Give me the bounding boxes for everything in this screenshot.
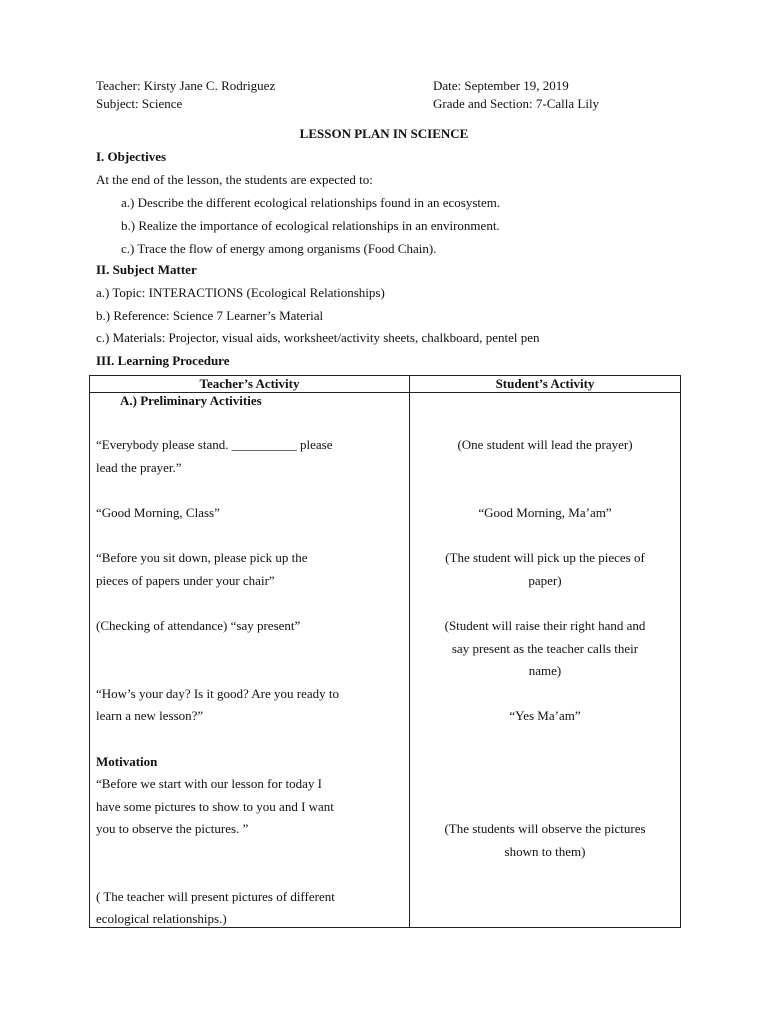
teacher-line: “Good Morning, Class” [96, 505, 220, 520]
objectives-heading: I. Objectives [96, 149, 167, 164]
procedure-heading: III. Learning Procedure [96, 353, 230, 368]
teacher-line: pieces of papers under your chair” [96, 573, 275, 588]
student-line: name) [528, 663, 562, 678]
grade-section: Grade and Section: 7-Calla Lily [433, 96, 600, 111]
teacher-line: “Before you sit down, please pick up the [96, 550, 308, 565]
teacher-line: “Before we start with our lesson for today I [96, 776, 322, 791]
teacher-line: “Everybody please stand. __________ please [96, 437, 333, 452]
teacher-line: you to observe the pictures. ” [96, 821, 249, 836]
teacher-line: “How’s your day? Is it good? Are you ready to [96, 686, 339, 701]
objective-item: a.) Describe the different ecological relationships found in an ecosystem. [121, 195, 501, 210]
teacher-line: have some pictures to show to you and I want [96, 799, 334, 814]
subject-matter-item: c.) Materials: Projector, visual aids, worksheet/activity sheets, chalkboard, pentel pen [96, 330, 540, 345]
section-preliminary-activities: A.) Preliminary Activities [120, 393, 262, 408]
column-header-student: Student’s Activity [495, 376, 595, 391]
subject-matter-heading: II. Subject Matter [96, 262, 197, 277]
subject-matter-item: a.) Topic: INTERACTIONS (Ecological Relationships) [96, 285, 385, 300]
student-line: (One student will lead the prayer) [457, 437, 633, 452]
subject-name: Subject: Science [96, 96, 183, 111]
document-title: LESSON PLAN IN SCIENCE [299, 126, 469, 141]
teacher-line: ( The teacher will present pictures of different [96, 889, 335, 904]
teacher-line: learn a new lesson?” [96, 708, 204, 723]
subject-matter-item: b.) Reference: Science 7 Learner’s Material [96, 308, 324, 323]
student-line: “Good Morning, Ma’am” [478, 505, 612, 520]
objectives-intro: At the end of the lesson, the students are expected to: [96, 172, 373, 187]
student-line: paper) [528, 573, 562, 588]
teacher-name: Teacher: Kirsty Jane C. Rodriguez [96, 78, 276, 93]
objective-item: b.) Realize the importance of ecological relationships in an environment. [121, 218, 500, 233]
column-header-teacher: Teacher’s Activity [199, 376, 300, 391]
activity-table [89, 375, 681, 928]
student-line: say present as the teacher calls their [451, 641, 639, 656]
student-line: (Student will raise their right hand and [444, 618, 646, 633]
student-line: “Yes Ma’am” [509, 708, 581, 723]
student-line: (The student will pick up the pieces of [445, 550, 645, 565]
teacher-line: ecological relationships.) [96, 911, 227, 926]
lesson-date: Date: September 19, 2019 [433, 78, 569, 93]
student-line: shown to them) [504, 844, 586, 859]
objective-item: c.) Trace the flow of energy among organisms (Food Chain). [121, 241, 437, 256]
teacher-line: (Checking of attendance) “say present” [96, 618, 301, 633]
student-line: (The students will observe the pictures [444, 821, 646, 836]
teacher-line: lead the prayer.” [96, 460, 182, 475]
motivation-heading: Motivation [96, 754, 158, 769]
